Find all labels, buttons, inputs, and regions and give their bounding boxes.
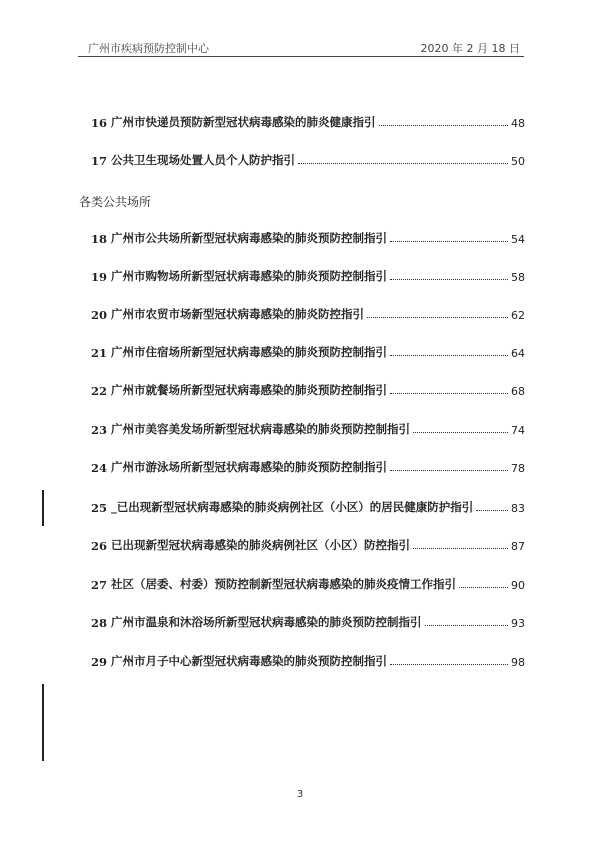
toc-entry-page: 93 [511, 617, 525, 630]
header-org: 广州市疾病预防控制中心 [88, 42, 209, 55]
toc-entry[interactable] [91, 459, 525, 475]
toc-entry-number: 22 [91, 384, 108, 398]
toc-entry-page: 62 [511, 309, 525, 322]
toc-entry-number: 25 [91, 501, 108, 515]
toc-entry-number: 20 [91, 308, 108, 322]
toc-entry-title: _已出现新型冠状病毒感染的肺炎病例社区（小区）的居民健康防护指引 [111, 500, 474, 514]
toc-entry[interactable] [91, 653, 525, 669]
toc-entry-title: 广州市温泉和沐浴场所新型冠状病毒感染的肺炎预防控制指引 [111, 615, 422, 629]
toc-leader-dots [390, 354, 508, 356]
toc-leader-dots [459, 586, 508, 588]
toc-entry-page: 74 [511, 424, 525, 437]
toc-leader-dots [390, 278, 508, 280]
toc-leader-dots [390, 663, 508, 665]
toc-entry-number: 28 [91, 616, 108, 630]
toc-entry-number: 18 [91, 232, 108, 246]
toc-entry-number: 16 [91, 116, 108, 130]
toc-entry-number: 21 [91, 346, 108, 360]
toc-entry[interactable] [91, 499, 525, 515]
revision-change-bar [42, 490, 44, 526]
toc-leader-dots [390, 240, 508, 242]
toc-entry-title: 广州市美容美发场所新型冠状病毒感染的肺炎预防控制指引 [111, 422, 411, 436]
toc-entry-title: 广州市购物场所新型冠状病毒感染的肺炎预防控制指引 [111, 269, 388, 283]
toc-entry[interactable] [91, 421, 525, 437]
toc-entry-page: 50 [511, 155, 525, 168]
toc-entry-number: 19 [91, 270, 108, 284]
toc-entry-page: 54 [511, 233, 525, 246]
toc-entry[interactable] [91, 268, 525, 284]
toc-entry[interactable] [91, 230, 525, 246]
toc-entry-number: 23 [91, 423, 108, 437]
toc-entry[interactable] [91, 344, 525, 360]
toc-entry-title: 广州市农贸市场新型冠状病毒感染的肺炎防控指引 [111, 307, 365, 321]
toc-entry-number: 29 [91, 655, 108, 669]
toc-leader-dots [367, 316, 508, 318]
toc-leader-dots [476, 509, 508, 511]
toc-entry-title: 广州市游泳场所新型冠状病毒感染的肺炎预防控制指引 [111, 460, 388, 474]
toc-leader-dots [413, 547, 508, 549]
toc-entry-number: 26 [91, 539, 108, 553]
toc-entry[interactable] [91, 576, 525, 592]
toc-entry-title: 广州市公共场所新型冠状病毒感染的肺炎预防控制指引 [111, 231, 388, 245]
toc-leader-dots [298, 162, 508, 164]
toc-entry-page: 64 [511, 347, 525, 360]
toc-leader-dots [425, 624, 508, 626]
toc-leader-dots [390, 469, 508, 471]
toc-entry-page: 48 [511, 117, 525, 130]
toc-entry-number: 27 [91, 578, 108, 592]
toc-entry[interactable] [91, 152, 525, 168]
section-title: 各类公共场所 [79, 195, 152, 209]
toc-entry[interactable] [91, 114, 525, 130]
toc-entry-title: 广州市快递员预防新型冠状病毒感染的肺炎健康指引 [111, 115, 376, 129]
toc-entry-title: 广州市就餐场所新型冠状病毒感染的肺炎预防控制指引 [111, 383, 388, 397]
page-number: 3 [296, 789, 304, 800]
toc-entry-page: 87 [511, 540, 525, 553]
toc-entry[interactable] [91, 382, 525, 398]
toc-entry[interactable] [91, 306, 525, 322]
toc-entry-title: 已出现新型冠状病毒感染的肺炎病例社区（小区）防控指引 [111, 538, 411, 552]
page-header [78, 38, 524, 57]
header-date: 2020 年 2 月 18 日 [420, 42, 520, 55]
toc-entry-number: 24 [91, 461, 108, 475]
toc-entry[interactable] [91, 537, 525, 553]
toc-entry-title: 公共卫生现场处置人员个人防护指引 [111, 153, 296, 167]
toc-entry-page: 58 [511, 271, 525, 284]
toc-entry[interactable] [91, 614, 525, 630]
toc-leader-dots [379, 124, 508, 126]
toc-entry-page: 83 [511, 502, 525, 515]
toc-entry-page: 68 [511, 385, 525, 398]
toc-entry-title: 社区（居委、村委）预防控制新型冠状病毒感染的肺炎疫情工作指引 [111, 577, 457, 591]
revision-change-bar [42, 684, 44, 761]
toc-entry-number: 17 [91, 154, 108, 168]
toc-entry-title: 广州市住宿场所新型冠状病毒感染的肺炎预防控制指引 [111, 345, 388, 359]
toc-entry-page: 78 [511, 462, 525, 475]
toc-leader-dots [413, 431, 508, 433]
toc-entry-title: 广州市月子中心新型冠状病毒感染的肺炎预防控制指引 [111, 654, 388, 668]
toc-entry-page: 98 [511, 656, 525, 669]
toc-entry-page: 90 [511, 579, 525, 592]
toc-leader-dots [390, 392, 508, 394]
